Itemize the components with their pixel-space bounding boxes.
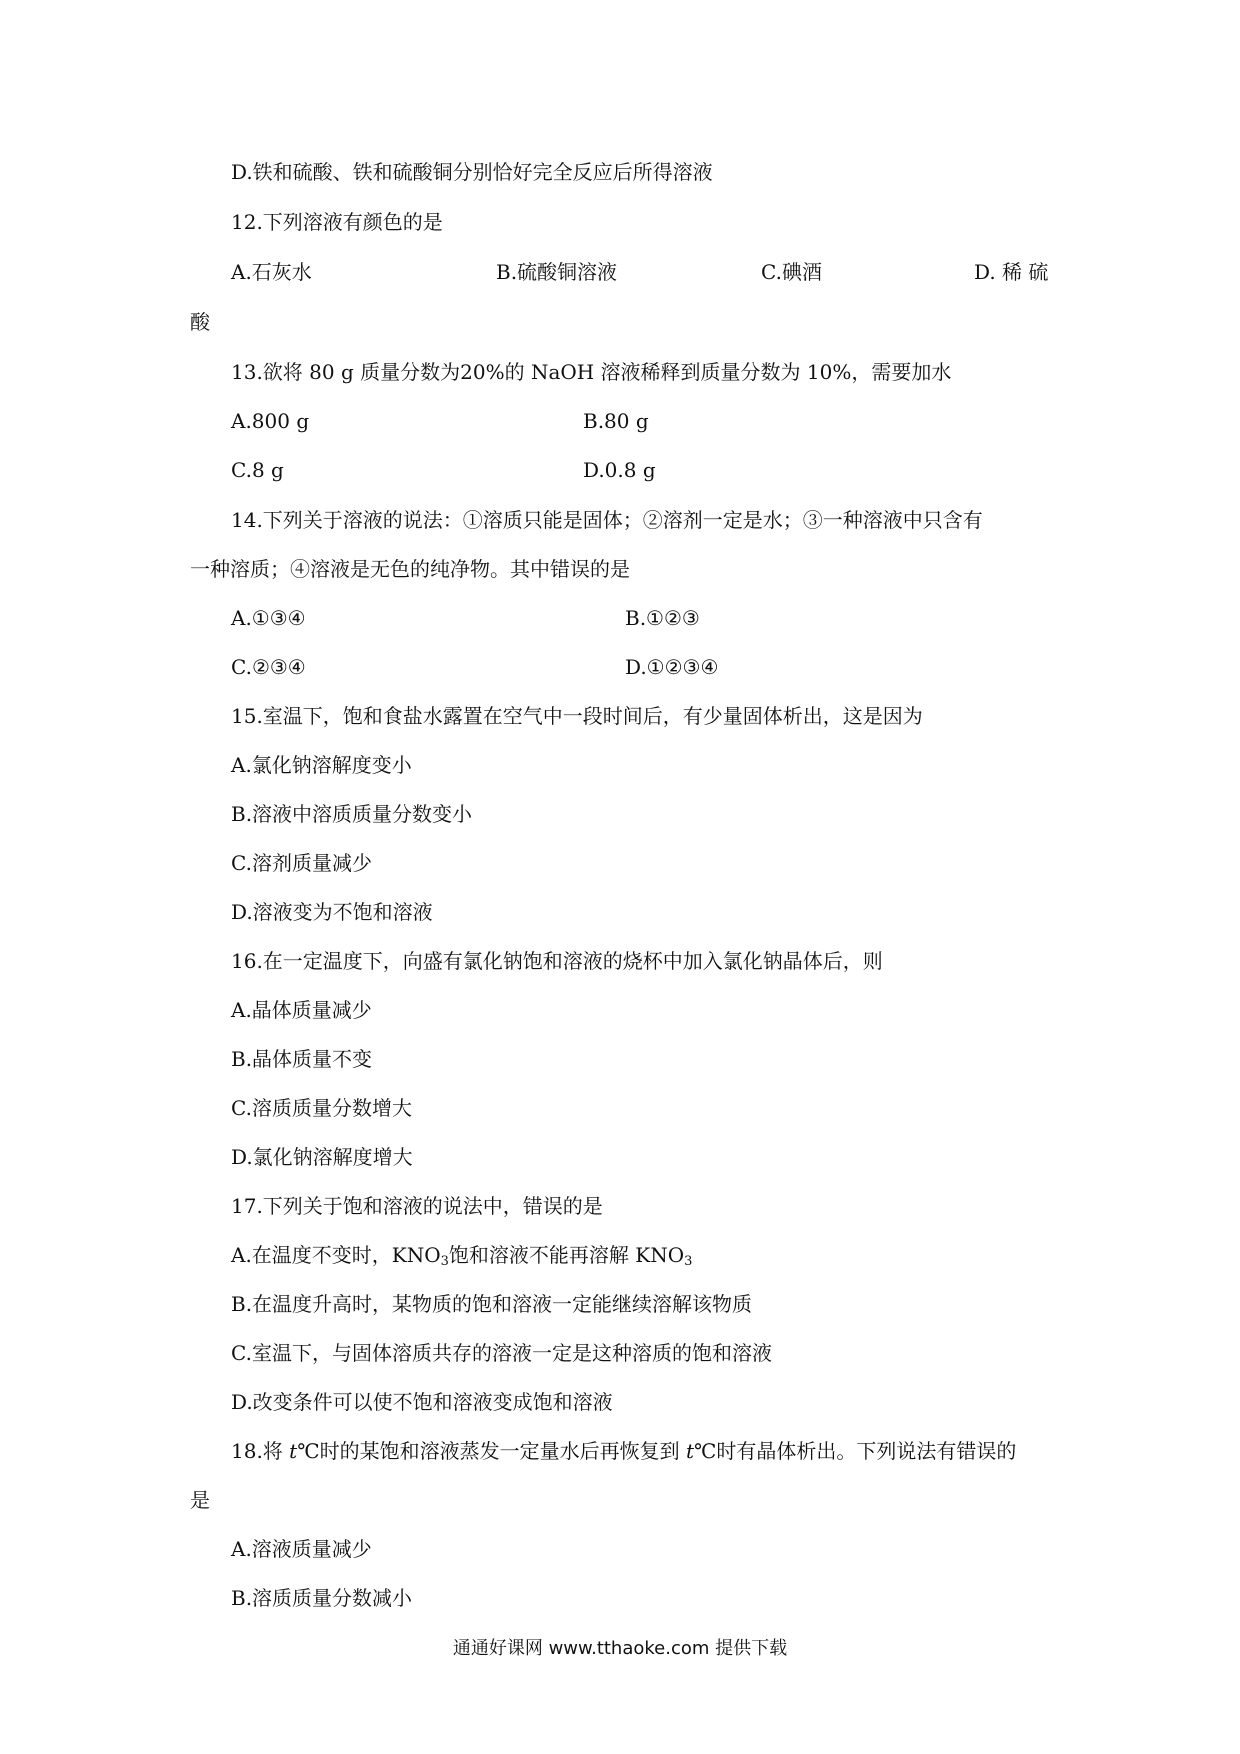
- q17a-text-2: 饱和溶液不能再溶解 KNO: [448, 1243, 685, 1267]
- q18-var-t-2: t: [685, 1439, 694, 1463]
- q13-option-d: D.0.8 g: [583, 458, 656, 482]
- q13-option-c: C.8 g: [231, 458, 284, 482]
- q17-option-d: D.改变条件可以使不饱和溶液变成饱和溶液: [231, 1390, 613, 1414]
- q18-var-t-1: t: [289, 1439, 298, 1463]
- q17a-subscript-2: 3: [684, 1254, 693, 1269]
- q14-option-a: A.①③④: [231, 606, 306, 630]
- question-12: 12.下列溶液有颜色的是: [231, 210, 443, 234]
- question-15: 15.室温下，饱和食盐水露置在空气中一段时间后，有少量固体析出，这是因为: [231, 704, 923, 728]
- question-13: 13.欲将 80 g 质量分数为20%的 NaOH 溶液稀释到质量分数为 10%，需要加水: [231, 360, 952, 384]
- q12-option-b: B.硫酸铜溶液: [496, 260, 618, 284]
- q17-option-b: B.在温度升高时，某物质的饱和溶液一定能继续溶解该物质: [231, 1292, 753, 1316]
- q13-option-a: A.800 g: [231, 409, 310, 433]
- q14-option-c: C.②③④: [231, 655, 306, 679]
- q12-option-d: D. 稀 硫: [974, 260, 1049, 284]
- q12-option-d-cont: 酸: [190, 310, 210, 334]
- q12-option-c: C.碘酒: [761, 260, 822, 284]
- q16-option-d: D.氯化钠溶解度增大: [231, 1145, 413, 1169]
- question-18: [231, 1438, 1016, 1464]
- q17a-text-1: A.在温度不变时，KNO: [231, 1243, 441, 1267]
- q18-text-1: 18.将: [231, 1439, 290, 1463]
- q18-text-2: ℃时的某饱和溶液蒸发一定量水后再恢复到: [297, 1439, 686, 1463]
- q17-option-c: C.室温下，与固体溶质共存的溶液一定是这种溶质的饱和溶液: [231, 1341, 772, 1365]
- page-footer: 通通好课网 www.tthaoke.com 提供下载: [452, 1638, 788, 1659]
- q15-option-b: B.溶液中溶质质量分数变小: [231, 802, 473, 826]
- q18-option-b: B.溶质质量分数减小: [231, 1586, 413, 1610]
- question-16: 16.在一定温度下，向盛有氯化钠饱和溶液的烧杯中加入氯化钠晶体后，则: [231, 949, 883, 973]
- q16-option-c: C.溶质质量分数增大: [231, 1096, 412, 1120]
- question-18-cont: 是: [190, 1488, 210, 1512]
- q18-text-3: ℃时有晶体析出。下列说法有错误的: [694, 1439, 1017, 1463]
- q16-option-a: A.晶体质量减少: [231, 998, 372, 1022]
- question-17: 17.下列关于饱和溶液的说法中，错误的是: [231, 1194, 603, 1218]
- q18-option-a: A.溶液质量减少: [231, 1537, 372, 1561]
- q14-option-b: B.①②③: [625, 606, 700, 630]
- q14-option-d: D.①②③④: [625, 655, 719, 679]
- q13-option-b: B.80 g: [583, 409, 649, 433]
- q15-option-d: D.溶液变为不饱和溶液: [231, 900, 433, 924]
- q11-option-d: D.铁和硫酸、铁和硫酸铜分别恰好完全反应后所得溶液: [231, 160, 713, 184]
- question-14-cont: 一种溶质；④溶液是无色的纯净物。其中错误的是: [190, 557, 630, 581]
- q15-option-a: A.氯化钠溶解度变小: [231, 753, 412, 777]
- q15-option-c: C.溶剂质量减少: [231, 851, 372, 875]
- q16-option-b: B.晶体质量不变: [231, 1047, 373, 1071]
- q12-options: [231, 259, 1053, 285]
- q17-option-a: [231, 1242, 692, 1268]
- q17a-subscript-1: 3: [440, 1254, 449, 1269]
- question-14: 14.下列关于溶液的说法：①溶质只能是固体；②溶剂一定是水；③一种溶液中只含有: [231, 508, 983, 532]
- q12-option-a: A.石灰水: [231, 260, 312, 284]
